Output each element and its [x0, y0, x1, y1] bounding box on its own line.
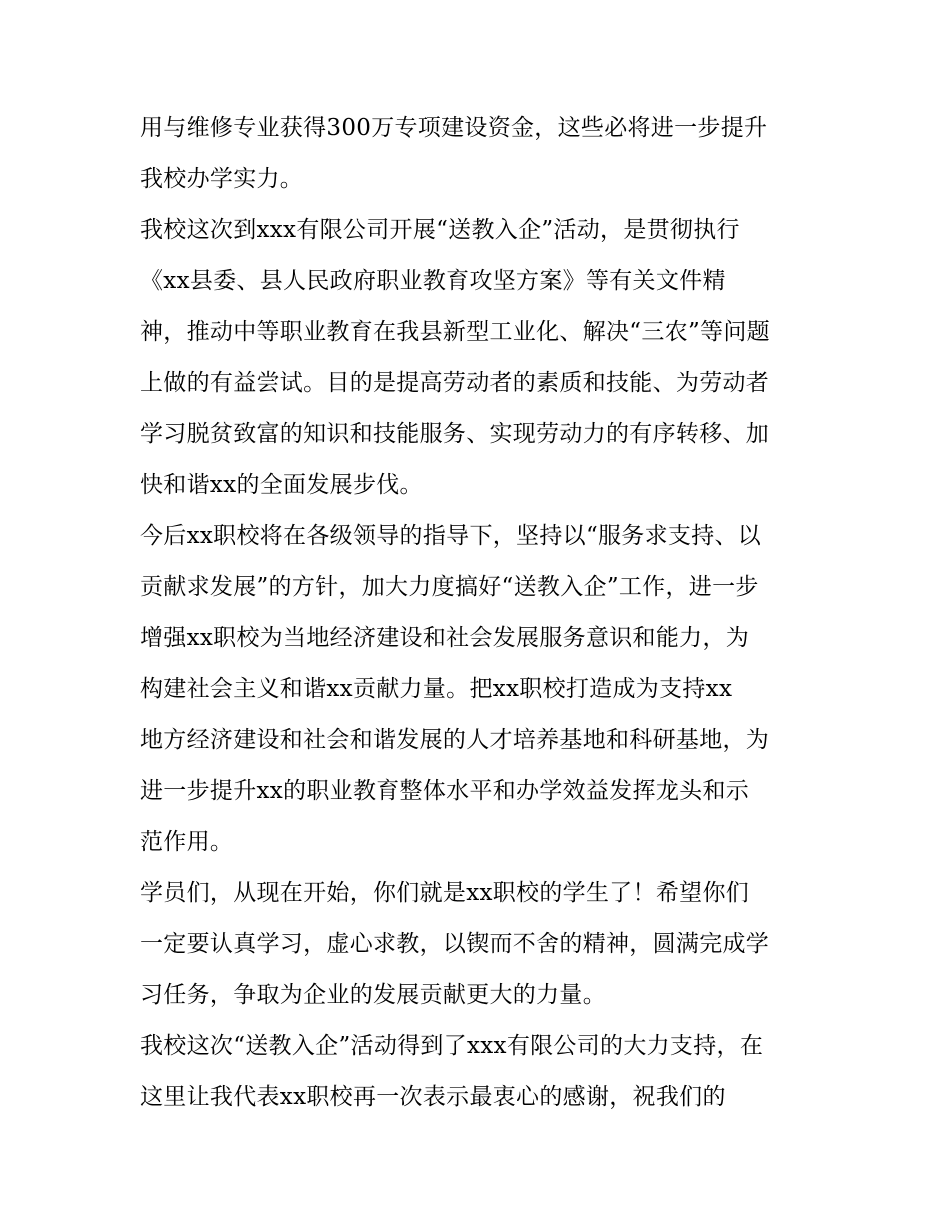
- text-line: 快和谐xx的全面发展步伐。: [140, 472, 423, 498]
- text-line: 一定要认真学习，虚心求教，以锲而不舍的精神，圆满完成学: [140, 931, 770, 957]
- text-line: 我校这次到xxx有限公司开展“送教入企”活动，是贯彻执行: [140, 217, 740, 243]
- text-line: 用与维修专业获得300万专项建设资金，这些必将进一步提升: [140, 115, 768, 141]
- text-line: 《xx县委、县人民政府职业教育攻坚方案》等有关文件精: [140, 268, 726, 294]
- text-line: 构建社会主义和谐xx贡献力量。把xx职校打造成为支持xx: [140, 676, 733, 702]
- text-line: 习任务，争取为企业的发展贡献更大的力量。: [140, 982, 606, 1008]
- text-line: 神，推动中等职业教育在我县新型工业化、解决“三农”等问题: [140, 319, 770, 345]
- text-line: 贡献求发展”的方针，加大力度搞好“送教入企”工作，进一步: [140, 574, 759, 600]
- text-line: 我校办学实力。: [140, 166, 304, 192]
- text-line: 今后xx职校将在各级领导的指导下，坚持以“服务求支持、以: [140, 523, 762, 549]
- text-line: 我校这次“送教入企”活动得到了xxx有限公司的大力支持，在: [140, 1033, 764, 1059]
- text-line: 这里让我代表xx职校再一次表示最衷心的感谢，祝我们的: [140, 1084, 726, 1110]
- text-line: 学员们，从现在开始，你们就是xx职校的学生了！希望你们: [140, 880, 750, 906]
- text-line: 进一步提升xx的职业教育整体水平和办学效益发挥龙头和示: [140, 778, 750, 804]
- text-line: 上做的有益尝试。目的是提高劳动者的素质和技能、为劳动者: [140, 370, 770, 396]
- text-line: 地方经济建设和社会和谐发展的人才培养基地和科研基地，为: [140, 727, 770, 753]
- text-line: 增强xx职校为当地经济建设和社会发展服务意识和能力，为: [140, 625, 750, 651]
- text-line: 范作用。: [140, 829, 234, 855]
- text-line: 学习脱贫致富的知识和技能服务、实现劳动力的有序转移、加: [140, 421, 770, 447]
